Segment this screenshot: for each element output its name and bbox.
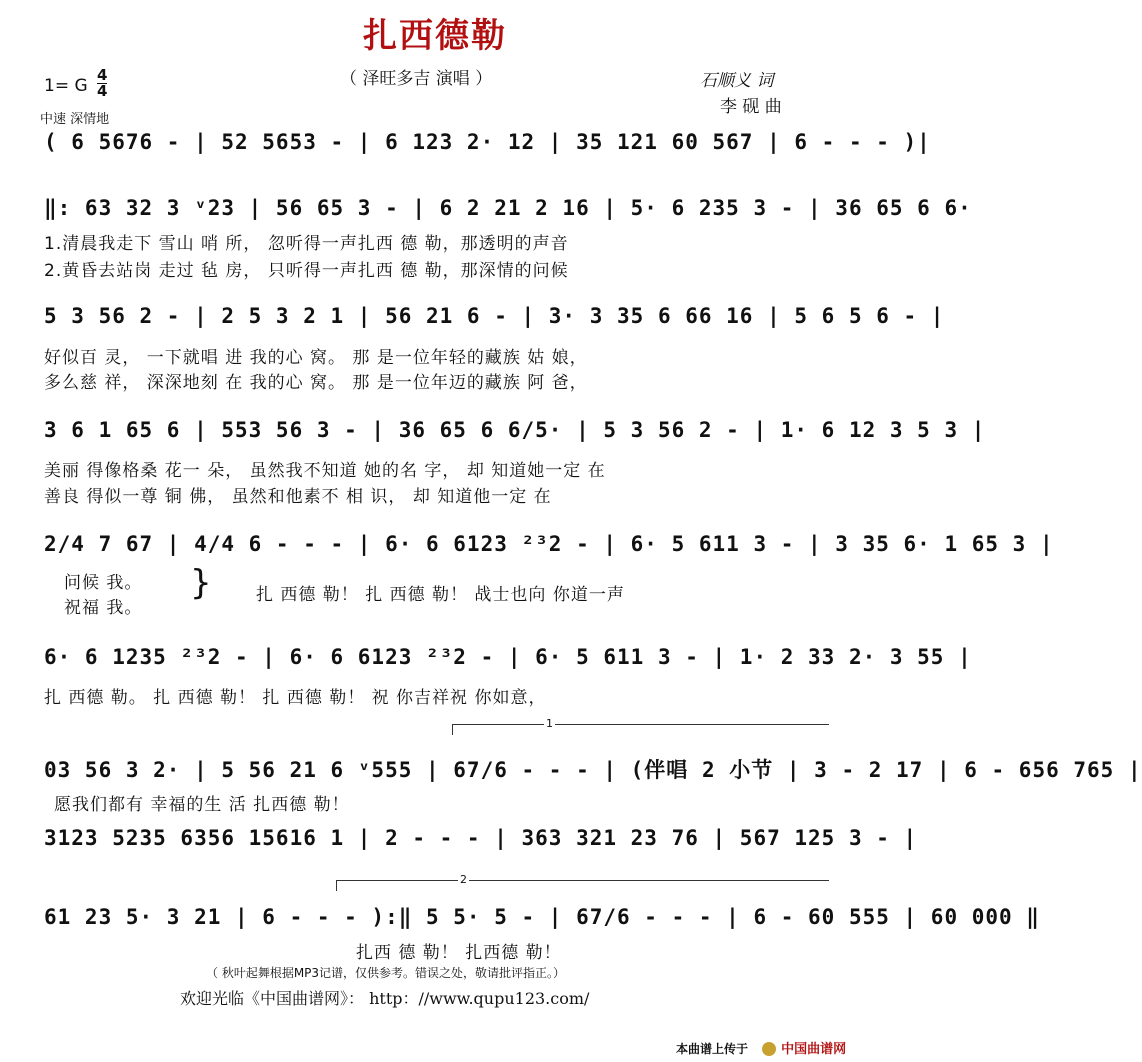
staff-row-4: 3 6 1 65 6 | 553 56 3 - | 36 65 6 6/5· | 5 3 56 2 - | 1· 6 12 3 5 3 | [44,418,986,442]
song-title: 扎西德勒 [363,16,507,56]
lyric-brace: } [190,563,212,603]
lyrics-verse1-row5: 问候 我。 [64,573,143,593]
lyrics-verse1-row4: 美丽 得像格桑 花一 朵， 虽然我不知道 她的名 字， 却 知道她一定 在 [44,461,606,481]
volta-number-2: 2 [460,873,467,886]
staff-row-2: ‖: 63 32 3 ᵛ23 | 56 65 3 - | 6 2 21 2 16 | 5· 6 235 3 - | 36 65 6 6· [44,196,972,220]
lyrics-verse1-row2: 1.清晨我走下 雪山 哨 所， 忽听得一声扎西 德 勒，那透明的声音 [44,234,569,254]
tempo-marking: 中速 深情地 [40,112,110,127]
staff-row-8: 3123 5235 6356 15616 1 | 2 - - - | 363 321 23 76 | 567 125 3 - | [44,826,918,850]
lyrics-chorus-row5: 扎 西德 勒！ 扎 西德 勒！ 战士也向 你道一声 [256,585,625,605]
website-welcome: 欢迎光临《中国曲谱网》： http：//www.qupu123.com/ [180,989,590,1008]
lyrics-row7: 愿我们都有 幸福的生 活 扎西德 勒！ [54,795,350,815]
site-logo [762,1038,846,1057]
music-note-icon [762,1042,776,1056]
composer: 李 砚 曲 [720,97,782,117]
time-sig-bottom: 4 [97,82,108,100]
site-brand: 中国曲谱网 [781,1042,847,1057]
lyricist: 石顺义 词 [700,71,774,91]
lyrics-row9: 扎西 德 勒！ 扎西德 勒！ [356,943,562,963]
time-signature [97,68,107,99]
lyrics-verse2-row5: 祝福 我。 [64,598,143,618]
lyrics-verse2-row3: 多么慈 祥， 深深地刻 在 我的心 窝。 那 是一位年迈的藏族 阿 爸， [44,373,588,393]
staff-row-5: 2/4 7 67 | 4/4 6 - - - | 6· 6 6123 ²³2 - | 6· 5 611 3 - | 3 35 6· 1 65 3 | [44,532,1054,556]
volta-bracket-1 [452,724,829,735]
key-signature: 1= G [44,76,88,96]
lyrics-verse2-row2: 2.黄昏去站岗 走过 毡 房， 只听得一声扎西 德 勒，那深情的问候 [44,261,569,281]
transcription-note: （ 秋叶起舞根据MP3记谱，仅供参考。错误之处，敬请批评指正。） [206,966,566,980]
lyrics-verse1-row3: 好似百 灵， 一下就唱 进 我的心 窝。 那 是一位年轻的藏族 姑 娘， [44,348,588,368]
staff-row-3: 5 3 56 2 - | 2 5 3 2 1 | 56 21 6 - | 3· 3 35 6 66 16 | 5 6 5 6 - | [44,304,945,328]
lyrics-verse2-row4: 善良 得似一尊 铜 佛， 虽然和他素不 相 识， 却 知道他一定 在 [44,487,552,507]
upload-label: 本曲谱上传于 [676,1042,749,1056]
volta-bracket-2 [336,880,829,891]
volta-number-1: 1 [546,717,553,730]
staff-row-9: 61 23 5· 3 21 | 6 - - - ):‖ 5 5· 5 - | 67/6 - - - | 6 - 60 555 | 60 000 ‖ [44,905,1040,929]
time-sig-top: 4 [97,66,108,84]
staff-row-6: 6· 6 1235 ²³2 - | 6· 6 6123 ²³2 - | 6· 5 611 3 - | 1· 2 33 2· 3 55 | [44,645,972,669]
staff-row-7: 03 56 3 2· | 5 56 21 6 ᵛ555 | 67/6 - - - | (伴唱 2 小节 | 3 - 2 17 | 6 - 656 765 | [44,758,1142,782]
staff-row-1: ( 6 5676 - | 52 5653 - | 6 123 2· 12 | 35 121 60 567 | 6 - - - )| [44,130,931,154]
lyrics-row6: 扎 西德 勒。 扎 西德 勒！ 扎 西德 勒！ 祝 你吉祥祝 你如意， [44,688,547,708]
singer-credit: （ 泽旺多吉 演唱 ） [340,69,493,89]
